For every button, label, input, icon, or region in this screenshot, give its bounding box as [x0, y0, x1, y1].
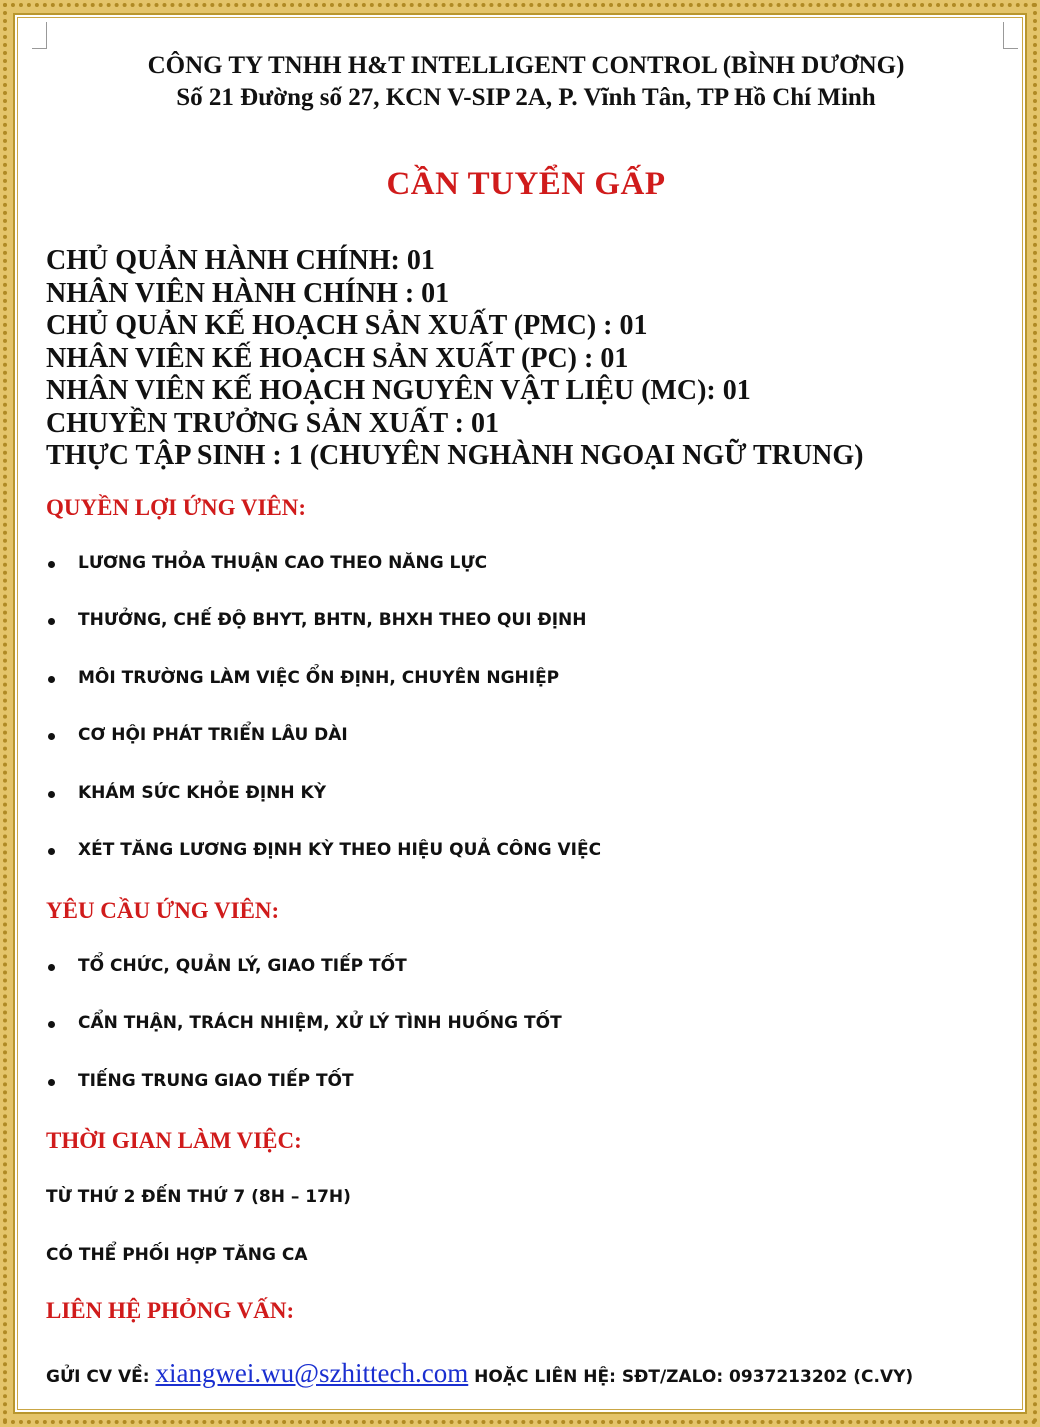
position-item: CHỦ QUẢN HÀNH CHÍNH: 01: [46, 245, 435, 276]
contact-email-link[interactable]: xiangwei.wu@szhittech.com: [155, 1358, 469, 1388]
benefits-heading: QUYỀN LỢI ỨNG VIÊN:: [46, 494, 307, 520]
requirement-item: TIẾNG TRUNG GIAO TIẾP TỐT: [46, 1053, 1006, 1111]
positions-list: [46, 245, 1006, 473]
requirements-heading: YÊU CẦU ỨNG VIÊN:: [46, 897, 280, 923]
contact-line: [46, 1358, 1006, 1389]
position-item: CHỦ QUẢN KẾ HOẠCH SẢN XUẤT (PMC) : 01: [46, 310, 648, 341]
benefit-item: LƯƠNG THỎA THUẬN CAO THEO NĂNG LỰC: [46, 535, 1006, 593]
company-name: CÔNG TY TNHH H&T INTELLIGENT CONTROL (BÌNH DƯƠNG): [147, 52, 905, 79]
working-time-heading: THỜI GIAN LÀM VIỆC:: [46, 1128, 302, 1153]
working-time-line: CÓ THỂ PHỐI HỢP TĂNG CA: [46, 1245, 308, 1265]
position-item: NHÂN VIÊN KẾ HOẠCH SẢN XUẤT (PC) : 01: [46, 342, 629, 374]
benefit-item: THƯỞNG, CHẾ ĐỘ BHYT, BHTN, BHXH THEO QUI ĐỊNH: [46, 592, 1006, 650]
benefit-item: CƠ HỘI PHÁT TRIỂN LÂU DÀI: [46, 707, 1006, 765]
requirement-item: TỔ CHỨC, QUẢN LÝ, GIAO TIẾP TỐT: [46, 938, 1006, 996]
interview-heading: LIÊN HỆ PHỎNG VẤN:: [46, 1298, 295, 1323]
position-item: NHÂN VIÊN KẾ HOẠCH NGUYÊN VẬT LIỆU (MC): 01: [46, 375, 751, 406]
position-item: CHUYỀN TRƯỞNG SẢN XUẤT : 01: [46, 407, 499, 439]
page-corner-mark: [1003, 22, 1018, 49]
page-title: CẦN TUYỂN GẤP: [386, 166, 666, 202]
page-corner-mark: [32, 22, 47, 49]
contact-prefix: GỬI CV VỀ:: [46, 1367, 150, 1387]
contact-phone: HOẶC LIÊN HỆ: SĐT/ZALO: 0937213202 (C.VY): [474, 1367, 914, 1387]
company-address: Số 21 Đường số 27, KCN V-SIP 2A, P. Vĩnh Tân, TP Hồ Chí Minh: [176, 84, 876, 111]
job-posting: [46, 50, 1006, 1338]
requirements-list: [46, 938, 1006, 1111]
benefits-list: [46, 535, 1006, 880]
company-header: [46, 50, 1006, 114]
benefit-item: KHÁM SỨC KHỎE ĐỊNH KỲ: [46, 765, 1006, 823]
benefit-item: MÔI TRƯỜNG LÀM VIỆC ỔN ĐỊNH, CHUYÊN NGHIỆP: [46, 650, 1006, 708]
benefit-item: XÉT TĂNG LƯƠNG ĐỊNH KỲ THEO HIỆU QUẢ CÔNG VIỆC: [46, 822, 1006, 880]
position-item: NHÂN VIÊN HÀNH CHÍNH : 01: [46, 277, 450, 309]
requirement-item: CẨN THẬN, TRÁCH NHIỆM, XỬ LÝ TÌNH HUỐNG TỐT: [46, 995, 1006, 1053]
working-time-line: TỪ THỨ 2 ĐẾN THỨ 7 (8H – 17H): [46, 1187, 351, 1207]
position-item: THỰC TẬP SINH : 1 (CHUYÊN NGHÀNH NGOẠI NGỮ TRUNG): [46, 440, 864, 471]
